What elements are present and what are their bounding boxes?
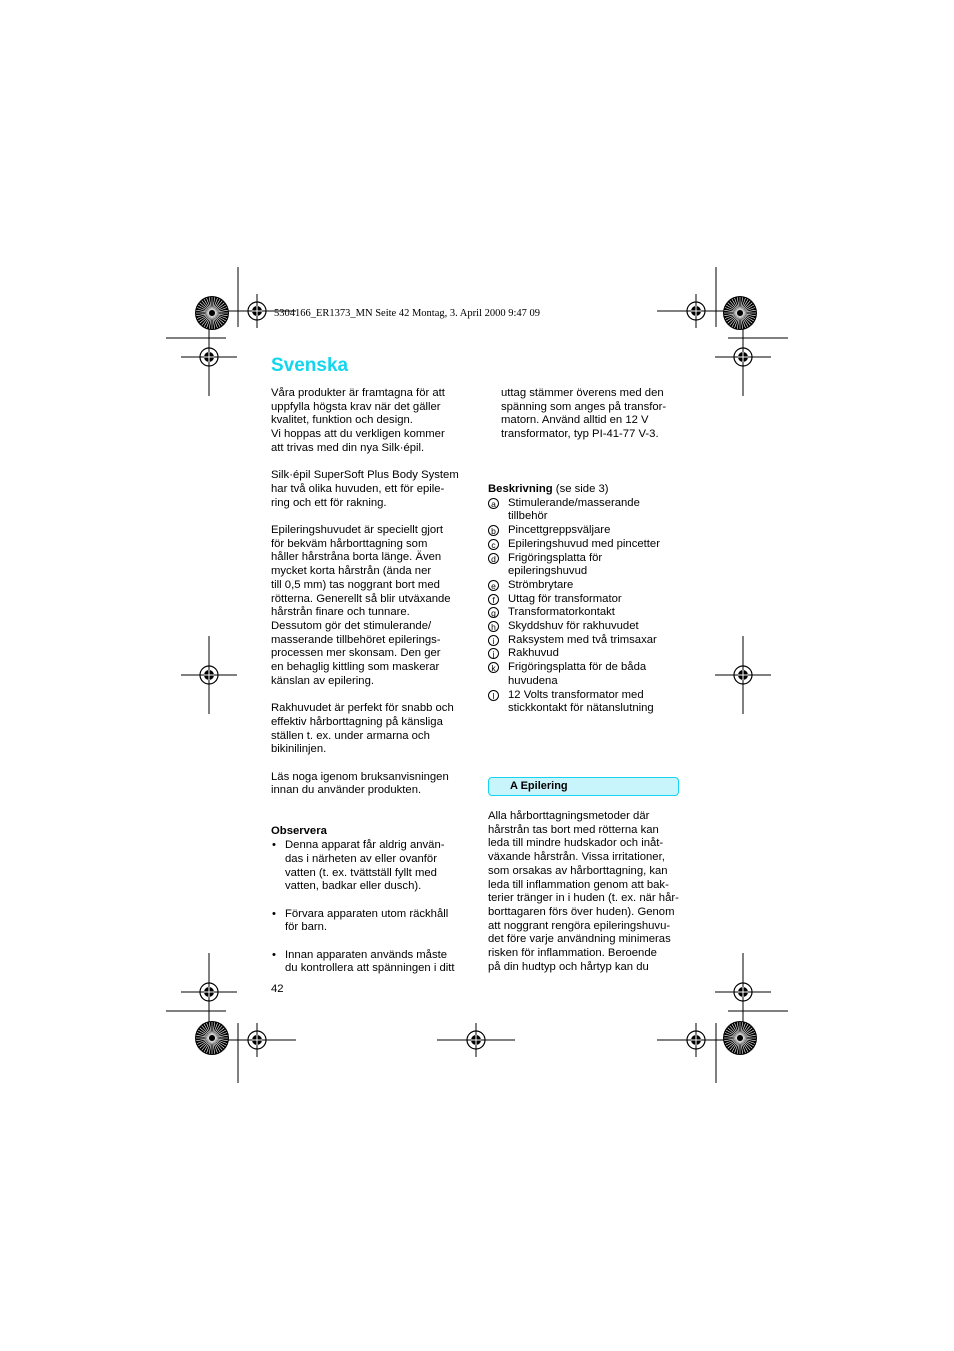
list-item: l 12 Volts transformator med stickkontakt för nätanslutning <box>488 689 688 716</box>
starburst-mark-icon <box>723 296 757 330</box>
continuation-paragraph: uttag stämmer överens med den spänning som anges på transfor- matorn. Använd alltid en 12 V transformator, typ PI-41-77 V-3. <box>501 387 667 441</box>
parts-list <box>488 497 688 716</box>
list-item: a Stimulerande/masserande tillbehör <box>488 497 688 524</box>
list-item: f Uttag för transformator <box>488 593 688 607</box>
list-item: b Pincettgreppsväljare <box>488 524 688 538</box>
starburst-mark-icon <box>723 1021 757 1055</box>
letter-b-icon: b <box>488 525 499 536</box>
observe-list <box>271 839 471 976</box>
letter-i-icon: i <box>488 635 499 646</box>
section-heading-epilation: A Epilering <box>488 777 679 796</box>
letter-d-icon: d <box>488 553 499 564</box>
list-item: h Skyddshuv för rakhuvudet <box>488 620 688 634</box>
read-instructions-paragraph: Läs noga igenom bruksanvisningen innan du använder produkten. <box>271 770 449 797</box>
starburst-mark-icon <box>195 1021 229 1055</box>
letter-e-icon: e <box>488 580 499 591</box>
list-item: d Frigöringsplatta för epileringshuvud <box>488 552 688 579</box>
shaving-head-paragraph: Rakhuvudet är perfekt för snabb och effektiv hårborttagning på känsliga ställen t. ex. under armarna och bikinilinjen. <box>271 702 454 756</box>
description-heading: Beskrivning (se side 3) <box>488 483 609 495</box>
letter-j-icon: j <box>488 648 499 659</box>
left-column <box>271 387 471 976</box>
letter-k-icon: k <box>488 662 499 673</box>
letter-h-icon: h <box>488 621 499 632</box>
list-item: • Förvara apparaten utom räckhåll för barn. <box>272 907 449 934</box>
list-item: c Epileringshuvud med pincetter <box>488 538 688 552</box>
list-item: j Rakhuvud <box>488 647 688 661</box>
starburst-mark-icon <box>195 296 229 330</box>
list-item: k Frigöringsplatta för de båda huvudena <box>488 661 688 688</box>
right-column-top <box>501 387 691 442</box>
letter-a-icon: a <box>488 498 499 509</box>
system-paragraph: Silk·épil SuperSoft Plus Body System har två olika huvuden, ett för epile- ring och ett för rakning. <box>271 469 459 509</box>
list-item: g Transformatorkontakt <box>488 606 688 620</box>
bullet-icon: • <box>272 907 276 920</box>
print-header: 5304166_ER1373_MN Seite 42 Montag, 3. April 2000 9:47 09 <box>274 308 540 319</box>
page-title: Svenska <box>271 355 349 376</box>
list-item: e Strömbrytare <box>488 579 688 593</box>
epilating-head-paragraph: Epileringshuvudet är speciellt gjort för bekväm hårborttagning som håller hårstråna borta länge. Även mycket korta hårstrån (ända ner till 0,5 mm) tas noggrant bort med rötterna. Generellt så blir utväxande hårstrån finare och tunnare. Dessutom gör det stimulerande/ masserande tillbehöret epilerings- processen mer skonsam. Den ger en behaglig kittling som maskerar känslan av epilering. <box>271 524 451 687</box>
observe-heading: Observera <box>271 825 327 838</box>
letter-c-icon: c <box>488 539 499 550</box>
bullet-icon: • <box>272 948 276 961</box>
list-item: • Innan apparaten används måste du kontrollera att spänningen i ditt <box>272 948 455 975</box>
intro-paragraph: Våra produkter är framtagna för att uppfylla högsta krav när det gäller kvalitet, funktion och design. Vi hoppas att du verkligen kommer att trivas med din nya Silk·épil. <box>271 387 445 454</box>
list-item: i Raksystem med två trimsaxar <box>488 634 688 648</box>
epilation-paragraph: Alla hårborttagningsmetoder där hårstrån tas bort med rötterna kan leda till mindre hudskador och inåt- växande hårstrån. Vissa irritationer, som orsakas av hårborttagning, kan leda till inflammation genom att bak- terier tränger in i huden (t. ex. när hår- borttagaren förs över huden). Genom att noggrant rengöra epileringshuvu- det före varje användning minimeras risken för inflammation. Beroende på din hudtyp och hårtyp kan du <box>488 810 679 973</box>
letter-g-icon: g <box>488 607 499 618</box>
letter-l-icon: l <box>488 690 499 701</box>
description-section <box>488 483 688 716</box>
letter-f-icon: f <box>488 594 499 605</box>
list-item: • Denna apparat får aldrig använ- das i närheten av eller ovanför vatten (t. ex. tvättställ fyllt med vatten, badkar eller dusch). <box>272 839 445 893</box>
bullet-icon: • <box>272 839 276 852</box>
page-number: 42 <box>271 983 284 995</box>
